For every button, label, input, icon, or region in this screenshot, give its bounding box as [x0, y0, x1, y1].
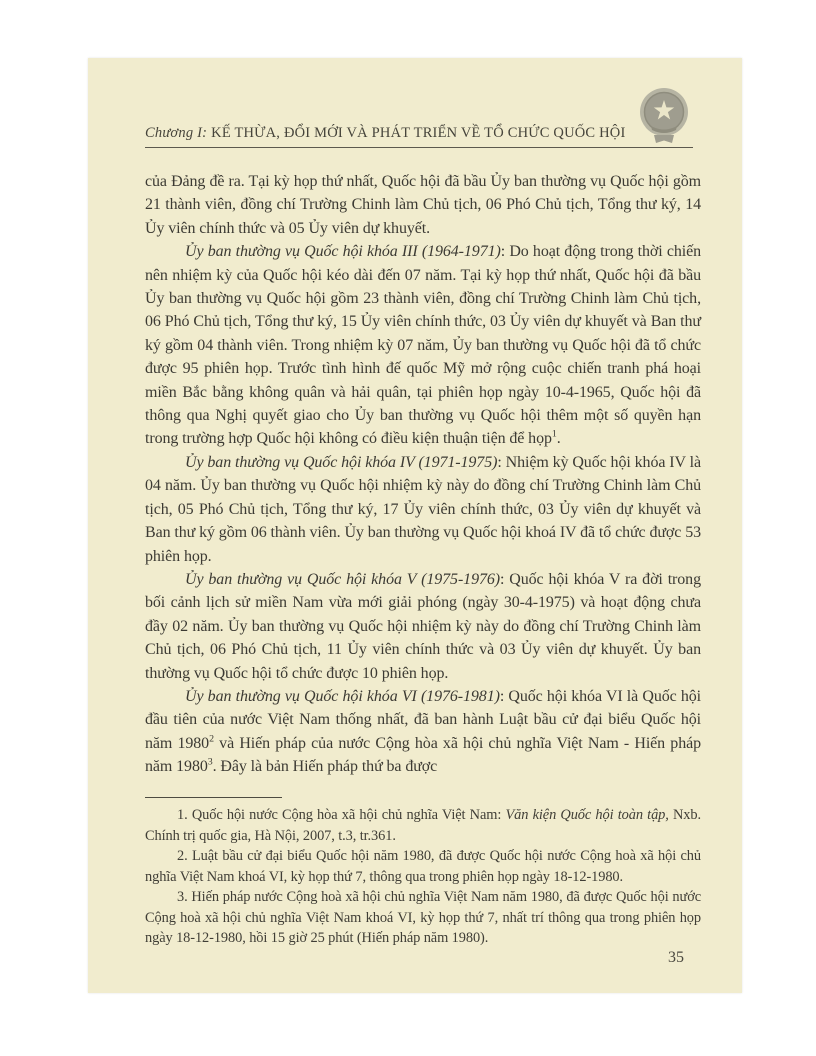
body-paragraph: Ủy ban thường vụ Quốc hội khóa IV (1971-1975): Nhiệm kỳ Quốc hội khóa IV là 04 năm. Ủy ban thường vụ Quốc hội nhiệm kỳ này do đồng chí Trường Chinh làm Chủ tịch, 05 Phó Chủ tịch, Tổng thư ký, 17 Ủy viên chính thức, 03 Ủy viên dự khuyết và Ban thư ký gồm 06 thành viên. Ủy ban thường vụ Quốc hội khoá IV đã tổ chức được 53 phiên họp.	[145, 453, 701, 565]
body-paragraph: Ủy ban thường vụ Quốc hội khóa III (1964-1971): Do hoạt động trong thời chiến nên nhiệm kỳ của Quốc hội kéo dài đến 07 năm. Tại kỳ họp thứ nhất, Quốc hội đã bầu Ủy ban thường vụ Quốc hội gồm 23 thành viên, đồng chí Trường Chinh làm Chủ tịch, 06 Phó Chủ tịch, Tổng thư ký, 15 Ủy viên chính thức, 03 Ủy viên dự khuyết và Ban thư ký gồm 04 thành viên. Trong nhiệm kỳ 07 năm, Ủy ban thường vụ Quốc hội đã tổ chức được 95 phiên họp. Trước tình hình đế quốc Mỹ mở rộng cuộc chiến tranh phá hoại miền Bắc bằng không quân và hải quân, tại phiên họp ngày 10-4-1965, Quốc hội đã thông qua Nghị quyết giao cho Ủy ban thường vụ Quốc hội thêm một số quyền hạn trong trường hợp Quốc hội không có điều kiện thuận tiện để họp$^1$.	[145, 243, 701, 448]
footnote-item: 2. Luật bầu cử đại biểu Quốc hội năm 1980, đã được Quốc hội nước Cộng hoà xã hội chủ nghĩa Việt Nam khoá VI, kỳ họp thứ 7, thông qua trong phiên họp ngày 18-12-1980.	[145, 848, 701, 885]
body-text	[145, 170, 701, 779]
footnote-item: 3. Hiến pháp nước Cộng hoà xã hội chủ nghĩa Việt Nam năm 1980, đã được Quốc hội nước Cộng hoà xã hội chủ nghĩa Việt Nam khoá VI, kỳ họp thứ 7, nhất trí thông qua trong phiên họp ngày 18-12-1980, hồi 15 giờ 25 phút (Hiến pháp năm 1980).	[145, 889, 701, 946]
footnote-separator	[145, 797, 282, 798]
chapter-label: Chương I:	[145, 125, 208, 141]
body-paragraph: Ủy ban thường vụ Quốc hội khóa V (1975-1976): Quốc hội khóa V ra đời trong bối cảnh lịch sử miền Nam vừa mới giải phóng (ngày 30-4-1975) và hoạt động chưa đầy 02 năm. Ủy ban thường vụ Quốc hội nhiệm kỳ này do đồng chí Trường Chinh làm Chủ tịch, 06 Phó Chủ tịch, 11 Ủy viên chính thức và 03 Ủy viên dự khuyết. Ủy ban thường vụ Quốc hội tổ chức được 10 phiên họp.	[145, 570, 701, 682]
body-paragraph: của Đảng đề ra. Tại kỳ họp thứ nhất, Quốc hội đã bầu Ủy ban thường vụ Quốc hội gồm 21 thành viên, đồng chí Trường Chinh làm Chủ tịch, 06 Phó Chủ tịch, Tổng thư ký, 14 Ủy viên chính thức và 05 Ủy viên dự khuyết.	[145, 173, 701, 237]
page-number: 35	[668, 949, 684, 966]
footnotes	[145, 805, 701, 949]
vietnam-national-emblem-icon	[638, 85, 690, 149]
body-paragraph: Ủy ban thường vụ Quốc hội khóa VI (1976-1981): Quốc hội khóa VI là Quốc hội đầu tiên của nước Việt Nam thống nhất, đã ban hành Luật bầu cử đại biểu Quốc hội năm 1980$^2$ và Hiến pháp của nước Cộng hòa xã hội chủ nghĩa Việt Nam - Hiến pháp năm 1980$^3$. Đây là bản Hiến pháp thứ ba được	[145, 687, 702, 776]
chapter-title: KẾ THỪA, ĐỔI MỚI VÀ PHÁT TRIỂN VỀ TỔ CHỨC QUỐC HỘI	[211, 125, 626, 141]
running-header	[145, 125, 693, 148]
footnote-item: 1. Quốc hội nước Cộng hòa xã hội chủ nghĩa Việt Nam: Văn kiện Quốc hội toàn tập, Nxb. Chính trị quốc gia, Hà Nội, 2007, t.3, tr.361.	[145, 807, 701, 844]
book-page	[88, 58, 742, 993]
